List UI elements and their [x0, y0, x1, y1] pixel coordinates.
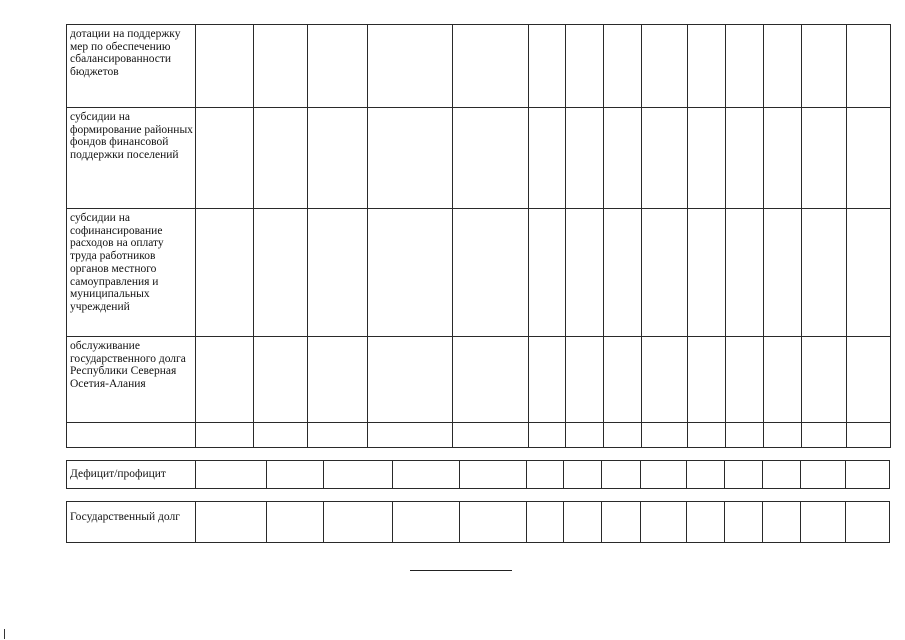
table-cell — [529, 337, 566, 423]
table-cell — [764, 423, 802, 448]
table-cell — [566, 108, 604, 209]
table-cell — [847, 209, 891, 337]
table-cell — [726, 337, 764, 423]
table-cell — [802, 209, 847, 337]
table-cell — [642, 25, 688, 108]
table-cell — [847, 108, 891, 209]
table-cell — [802, 108, 847, 209]
table-cell — [196, 337, 254, 423]
table-cell — [602, 461, 641, 489]
table-cell — [847, 423, 891, 448]
table-cell — [308, 108, 368, 209]
table-row — [67, 461, 890, 489]
table-cell — [368, 25, 453, 108]
table-cell — [687, 461, 725, 489]
table-cell — [764, 25, 802, 108]
table-cell — [763, 461, 801, 489]
table-row — [67, 502, 890, 543]
table-cell — [726, 423, 764, 448]
row-label-salary-cofinancing: субсидии на софинансирование расходов на оплату труда работников органов местного самоуправления и муниципальных учреждений — [67, 209, 196, 337]
footnote-separator-line — [410, 570, 512, 571]
table-cell — [254, 423, 308, 448]
table-cell — [453, 337, 529, 423]
table-row — [67, 209, 891, 337]
state-debt-label: Государственный долг — [67, 502, 196, 543]
table-row — [67, 25, 891, 108]
table-cell — [254, 209, 308, 337]
table-cell — [688, 337, 726, 423]
table-cell — [641, 461, 687, 489]
table-cell — [254, 25, 308, 108]
table-cell — [726, 108, 764, 209]
table-cell — [308, 25, 368, 108]
table-cell — [529, 108, 566, 209]
table-cell — [453, 423, 529, 448]
table-cell — [324, 461, 393, 489]
table-cell — [604, 337, 642, 423]
table-cell — [196, 502, 267, 543]
deficit-table — [66, 460, 890, 489]
table-cell — [566, 337, 604, 423]
table-cell — [267, 461, 324, 489]
table-cell — [763, 502, 801, 543]
table-cell — [529, 423, 566, 448]
table-cell — [254, 108, 308, 209]
table-cell — [393, 461, 460, 489]
row-label-empty — [67, 423, 196, 448]
row-label-balance-subsidies: дотации на поддержку мер по обеспечению сбалансированности бюджетов — [67, 25, 196, 108]
table-cell — [725, 461, 763, 489]
table-cell — [726, 25, 764, 108]
table-cell — [846, 502, 890, 543]
deficit-label: Дефицит/профицит — [67, 461, 196, 489]
table-cell — [688, 108, 726, 209]
table-cell — [604, 423, 642, 448]
state-debt-table — [66, 501, 890, 543]
table-cell — [801, 502, 846, 543]
table-cell — [368, 423, 453, 448]
table-cell — [602, 502, 641, 543]
table-cell — [196, 108, 254, 209]
table-cell — [764, 108, 802, 209]
table-cell — [802, 337, 847, 423]
table-cell — [642, 337, 688, 423]
table-cell — [801, 461, 846, 489]
table-cell — [368, 337, 453, 423]
table-cell — [846, 461, 890, 489]
table-cell — [254, 337, 308, 423]
table-cell — [604, 209, 642, 337]
table-cell — [453, 108, 529, 209]
row-label-district-funds-subsidies: субсидии на формирование районных фондов финансовой поддержки поселений — [67, 108, 196, 209]
table-row — [67, 423, 891, 448]
budget-expenditure-table — [66, 24, 891, 448]
table-cell — [453, 209, 529, 337]
row-label-debt-service: обслуживание государственного долга Республики Северная Осетия-Алания — [67, 337, 196, 423]
table-cell — [688, 209, 726, 337]
table-cell — [641, 502, 687, 543]
page-edge-mark — [4, 629, 5, 639]
table-cell — [642, 209, 688, 337]
table-cell — [604, 25, 642, 108]
table-cell — [725, 502, 763, 543]
table-cell — [196, 423, 254, 448]
table-cell — [308, 423, 368, 448]
table-cell — [196, 209, 254, 337]
table-cell — [324, 502, 393, 543]
table-cell — [687, 502, 725, 543]
table-cell — [564, 502, 602, 543]
table-cell — [604, 108, 642, 209]
table-cell — [847, 25, 891, 108]
table-row — [67, 337, 891, 423]
table-cell — [196, 25, 254, 108]
table-cell — [393, 502, 460, 543]
table-cell — [764, 209, 802, 337]
table-cell — [688, 423, 726, 448]
table-cell — [368, 209, 453, 337]
table-cell — [368, 108, 453, 209]
table-cell — [726, 209, 764, 337]
table-cell — [688, 25, 726, 108]
table-cell — [529, 209, 566, 337]
table-row — [67, 108, 891, 209]
table-cell — [802, 423, 847, 448]
table-cell — [802, 25, 847, 108]
table-cell — [308, 209, 368, 337]
table-cell — [460, 502, 527, 543]
table-cell — [566, 209, 604, 337]
table-cell — [642, 108, 688, 209]
table-cell — [642, 423, 688, 448]
table-cell — [764, 337, 802, 423]
table-cell — [460, 461, 527, 489]
table-cell — [267, 502, 324, 543]
table-cell — [527, 502, 564, 543]
table-cell — [566, 25, 604, 108]
table-cell — [529, 25, 566, 108]
table-cell — [453, 25, 529, 108]
table-cell — [566, 423, 604, 448]
table-cell — [847, 337, 891, 423]
table-cell — [527, 461, 564, 489]
table-cell — [564, 461, 602, 489]
table-cell — [196, 461, 267, 489]
table-cell — [308, 337, 368, 423]
